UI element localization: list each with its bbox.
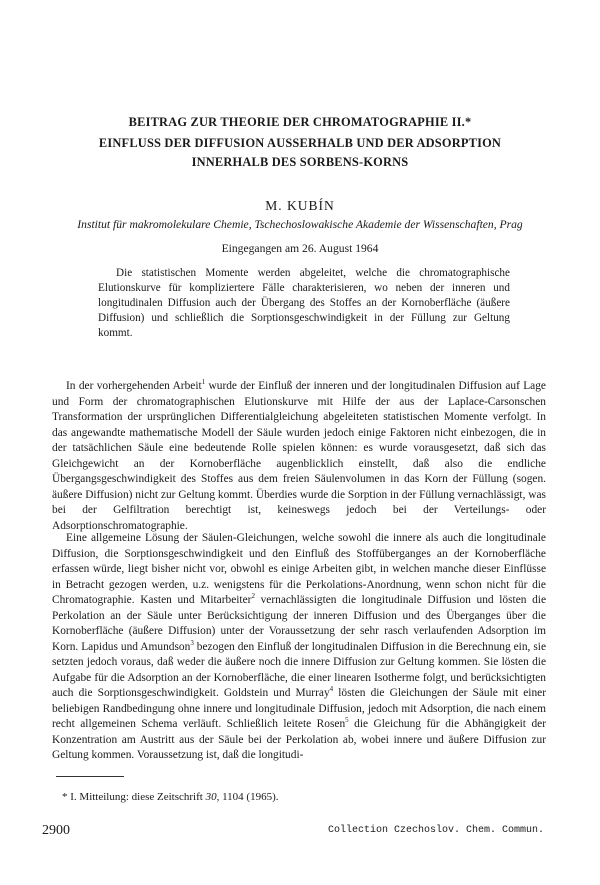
p2-text-e: die Gleichung für die Abhängigkeit der Konzentration am Austritt aus der Säule bei der Perkolation ab, wobei innere und äußere Diffusion zur Geltung kommen. Voraussetzung ist, daß die longitudi-	[52, 718, 546, 761]
affiliation: Institut für makromolekulare Chemie, Tschechoslowakische Akademie der Wissenschaften, Prag	[77, 218, 523, 231]
footnote	[62, 791, 542, 803]
p2-text-d: lösten die Gleichungen der Säule mit einer beliebigen Randbedingung ohne innere und longitudinale Diffusion, jedoch mit Adsorption, die nach einem recht allgemeinen Schema verläuft. Schließlich leitete Rosen	[52, 687, 547, 730]
title-line-1: BEITRAG ZUR THEORIE DER CHROMATOGRAPHIE II.*	[128, 115, 472, 129]
reference-5: 5	[345, 716, 349, 725]
received-date: Eingegangen am 26. August 1964	[221, 242, 379, 255]
footnote-divider	[56, 776, 124, 777]
reference-4: 4	[329, 685, 334, 694]
title-line-2: EINFLUSS DER DIFFUSION AUSSERHALB UND DER ADSORPTION	[98, 136, 502, 150]
title-line-3: INNERHALB DES SORBENS-KORNS	[191, 155, 409, 169]
p2-text-c: bezogen den Einfluß der longitudinalen Diffusion in die Berechnung ein, sie setzten jedoch voraus, daß weder die äußere noch die innere Diffusion zur Geltung kommen. Sie lösten die Aufgabe für die Adsorption an der Kornoberfläche, die einer linearen Isotherme folgt, und berücksichtigten auch die Sorptionsgeschwindigkeit. Goldstein und Murray	[52, 640, 547, 699]
footnote-text-b: 1104 (1965).	[219, 791, 279, 803]
p1-text-a: In der vorhergehenden Arbeit	[66, 380, 202, 392]
journal-name: Collection Czechoslov. Chem. Commun.	[327, 825, 544, 836]
p2-text-b: vernachlässigten die longitudinale Diffusion und lösten die Perkolation an der Säule unter Berücksichtigung der inneren Diffusion und des Überganges über die Kornoberfläche (äußere Diffusion) unter der Voraussetzung der sehr rasch verlaufenden Adsorption im Korn. Lapidus und Amundson	[52, 594, 547, 653]
footnote-text-a: * I. Mitteilung: diese Zeitschrift	[62, 791, 206, 803]
body-paragraph-1	[52, 379, 546, 534]
author: M. KUBÍN	[265, 198, 335, 213]
page-number: 2900	[42, 823, 70, 838]
body-paragraph-2	[52, 531, 546, 764]
p1-text-b: wurde der Einfluß der inneren und der longitudinalen Diffusion auf Lage und Form der chromatographischen Elutionskurve mit Hilfe der aus der Laplace-Carsonschen Transformation der ursprünglichen Differentialgleichung abgeleiteten statistischen Momente verfolgt. In das angewandte mathematische Modell der Säule wurden jedoch einige Faktoren nicht einbezogen, die in der tatsächlichen Säule eine bedeutende Rolle spielen können: es wurde vorausgesetzt, daß sich das Gleichgewicht an der Kornoberfläche augenblicklich einstellt, daß also die endliche Übergangsgeschwindigkeit des Stoffes aus dem freien Säulenvolumen in das Korn der Füllung (sogen. äußere Diffusion) nicht zur Geltung kommt. Überdies wurde die Sorption in der Füllung vernachlässigt, was bei der Gelfiltration berechtigt ist, keineswegs jedoch bei der Verteilungs- oder Adsorptionschromatographie.	[52, 380, 546, 532]
reference-2: 2	[251, 592, 255, 601]
abstract: Die statistischen Momente werden abgeleitet, welche die chromatographische Elutionskurve für kompliziertere Fälle charakterisieren, wo neben der inneren und longitudinalen Diffusion auch der Übergang des Stoffes an der Kornoberfläche (äußere Diffusion) und schließlich die Sorptionsgeschwindigkeit in der Füllung zur Geltung kommt.	[98, 267, 510, 339]
p2-text-a: Eine allgemeine Lösung der Säulen-Gleichungen, welche sowohl die innere als auch die longitudinale Diffusion, die Sorptionsgeschwindigkeit und den Einfluß des Stoffüberganges an der Kornoberfläche erfassen würde, liegt bisher nicht vor, obwohl es einige Arbeiten gibt, in welchen manche dieser Einflüsse in Betracht gezogen werden, u.z. wenigstens für die Perkolations-Anordnung, wenn schon nicht für die Chromatographie. Kasten und Mitarbeiter	[52, 532, 546, 606]
reference-3: 3	[190, 638, 194, 647]
reference-1: 1	[201, 378, 206, 387]
footnote-volume: 30,	[205, 791, 220, 803]
